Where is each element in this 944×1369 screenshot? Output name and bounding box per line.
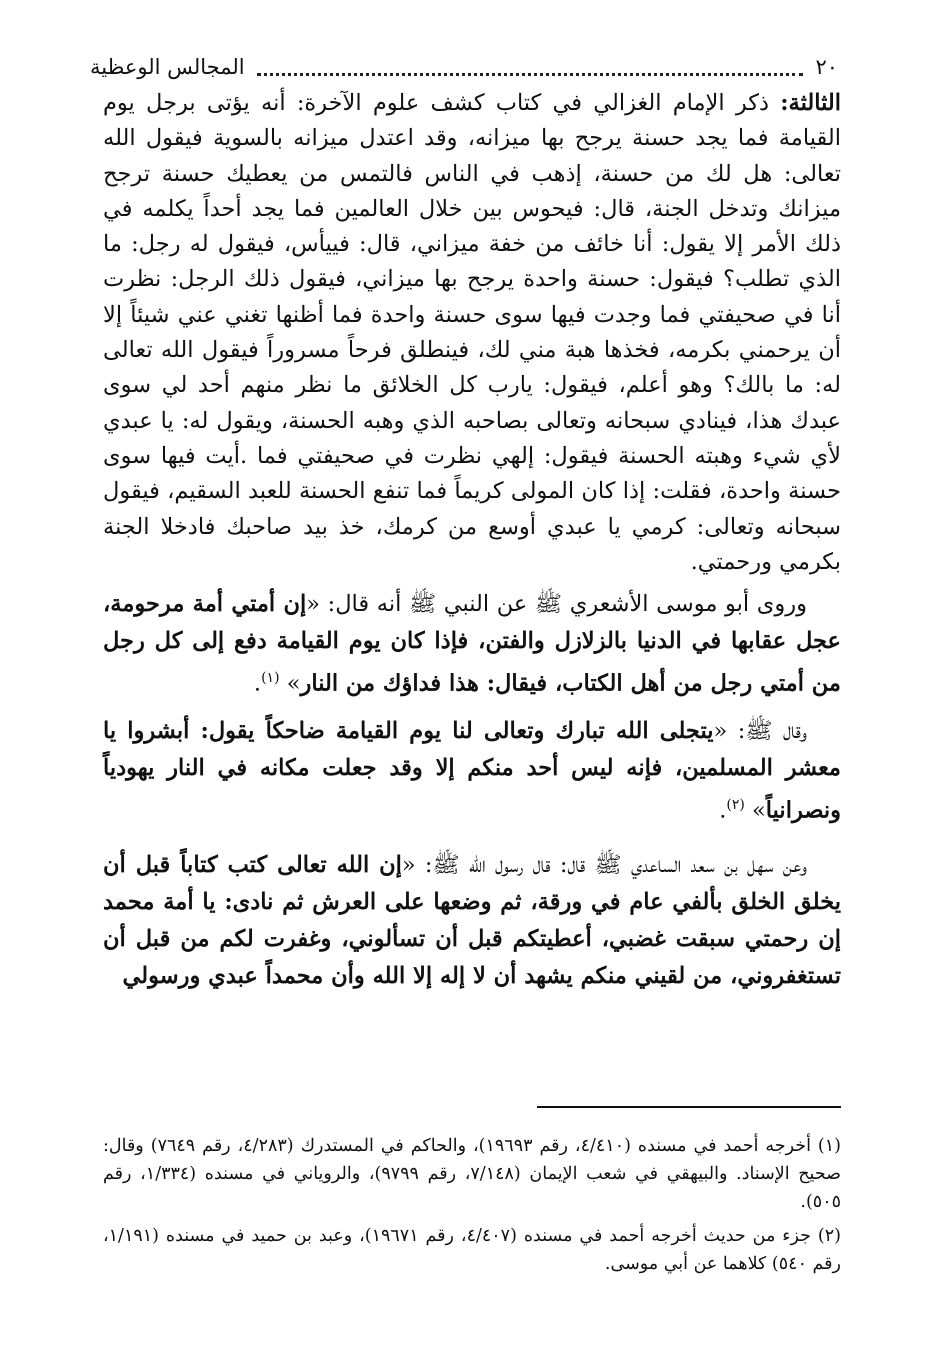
- paragraph-3-end: .: [719, 797, 727, 824]
- paragraph-3: [103, 713, 841, 830]
- main-text: [103, 86, 841, 995]
- page-number: ٢٠: [815, 55, 838, 79]
- paragraph-2-close-quote: »: [279, 670, 301, 697]
- footnotes: [103, 1132, 841, 1284]
- hadith-3-text: إن الله تعالى كتب كتاباً قبل أن يخلق الخلق بألفي عام في ورقة، ثم وضعها على العرش ثم نادى: يا أمة محمد إن رحمتي سبقت غضبي، أعطيتكم قبل أن تسألوني، وغفرت لكم من قبل أن تستغفروني، من لقيني منكم يشهد أن لا إله إلا الله وأن محمداً عبدي ورسولي: [103, 852, 841, 990]
- hadith-1-text: إن أمتي أمة مرحومة، عجل عقابها في الدنيا بالزلازل والفتن، فإذا كان يوم القيامة دفع إلى كل رجل من أمتي رجل من أهل الكتاب، فيقال: هذا فداؤك من النار: [103, 591, 841, 697]
- paragraph-1-lead: الثالثة:: [780, 90, 841, 116]
- paragraph-1-text: ذكر الإمام الغزالي في كتاب كشف علوم الآخرة: أنه يؤتى برجل يوم القيامة فما يجد حسنة يرجح بها ميزانه، وقد اعتدل ميزانه بالسوية فيقول الله تعالى: هل لك من حسنة، إذهب في الناس فالتمس من يعطيك حسنة ترجح ميزانك وتدخل الجنة، قال: فيحوس بين خلال العالمين فما يجد أحداً يكلمه في ذلك الأمر إلا يقول: أنا خائف من خفة ميزاني، قال: فييأس، فيقول له رجل: ما الذي تطلب؟ فيقول: حسنة واحدة يرجح بها ميزاني، فيقول ذلك الرجل: نظرت أنا في صحيفتي فما وجدت فيها سوى حسنة واحدة فما أظنها تغني عني شيئاً إلا أن يرحمني بكرمه، فخذها هبة مني لك، فينطلق فرحاً مسروراً فيقول الله تعالى له: ما بالك؟ وهو أعلم، فيقول: يارب كل الخلائق ما نظر منهم أحد لي سوى عبدك هذا، فينادي سبحانه وتعالى بصاحبه الذي وهبه الحسنة، ويقول له: يا عبدي لأي شيء وهبته الحسنة فيقول: إلهي نظرت في صحيفتي فما .أيت فيها سوى حسنة واحدة، فقلت: إذا كان المولى كريماً فما تنفع الحسنة للعبد السقيم، فيقول سبحانه وتعالى: كرمي يا عبدي أوسع من كرمك، خذ بيد صاحبك فادخلا الجنة بكرمي ورحمتي.: [103, 90, 841, 575]
- footnote-ref-2[interactable]: (٢): [726, 796, 745, 813]
- paragraph-2: [103, 586, 841, 703]
- paragraph-2-end: .: [253, 670, 262, 697]
- footnote-1: (١) أخرجه أحمد في مسنده (٤/٤١٠، رقم ١٩٦٩٣)، والحاكم في المستدرك (٤/٢٨٣، رقم ٧٦٤٩) وقال: صحيح الإسناد. والبيهقي في شعب الإيمان (٧/١٤٨، رقم ٩٧٩٩)، والروياني في مسنده (١/٣٣٤، رقم ٥٠٥).: [103, 1136, 841, 1212]
- hadith-2-text: يتجلى الله تبارك وتعالى لنا يوم القيامة ضاحكاً يقول: أبشروا يا معشر المسلمين، فإنه ليس أحد منكم إلا وقد جعلت مكانه في النار يهودياً ونصرانياً: [103, 717, 841, 824]
- paragraph-3-close-quote: »: [744, 797, 766, 824]
- paragraph-2-intro: وروى أبو موسى الأشعري ﷺ عن النبي ﷺ أنه قال: «: [306, 591, 807, 618]
- footnote-separator: [537, 1106, 841, 1108]
- page-header: [90, 52, 838, 82]
- paragraph-4-intro: وعن سهل بن سعد الساعدي ﷺ قال: قال رسول الله ﷺ: «: [401, 852, 808, 879]
- header-dotted-leader: [257, 59, 804, 76]
- paragraph-1: [103, 86, 841, 580]
- book-title: المجالس الوعظية: [90, 55, 245, 79]
- footnote-ref-1[interactable]: (١): [261, 670, 280, 687]
- footnote-2: (٢) جزء من حديث أخرجه أحمد في مسنده (٤/٤٠٧، رقم ١٩٦٧١)، وعبد بن حميد في مسنده (١/١٩١، رقم ٥٤٠) كلاهما عن أبي موسى.: [103, 1226, 841, 1274]
- paragraph-3-intro: وقال ﷺ: «: [713, 717, 807, 744]
- paragraph-4: [103, 847, 841, 995]
